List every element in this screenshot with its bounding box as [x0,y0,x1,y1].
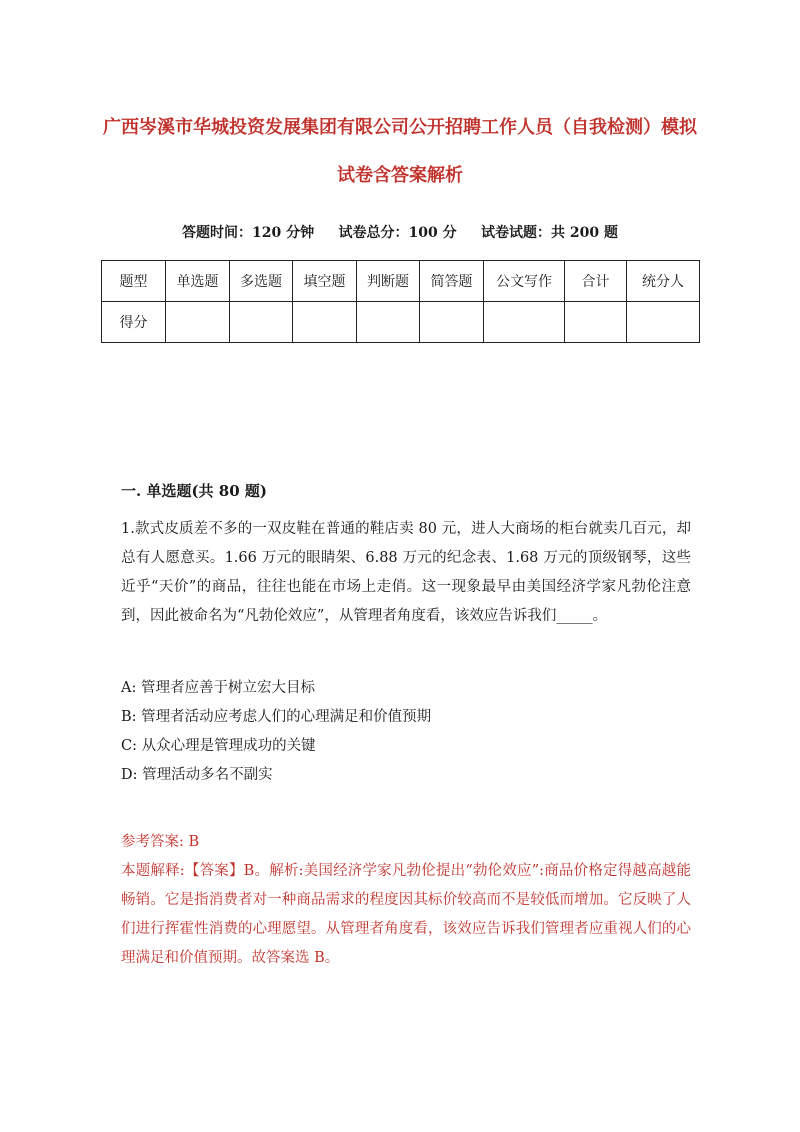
option-list [121,674,431,790]
option-c: C: 从众心理是管理成功的关键 [121,738,316,754]
score-table [101,260,700,343]
score-table-score-row [102,302,700,343]
document-title: 广西岑溪市华城投资发展集团有限公司公开招聘工作人员（自我检测）模拟试卷含答案解析 [103,117,697,186]
header-cell: 题型 [102,261,166,302]
score-table-header-row [102,261,700,302]
option-b: B: 管理者活动应考虑人们的心理满足和价值预期 [121,709,432,725]
score-cell [293,302,357,343]
answer-block [121,828,691,973]
header-cell: 判断题 [357,261,420,302]
section-title: 一. 单选题(共 80 题) [121,482,267,500]
option-d: D: 管理活动多名不副实 [121,767,273,783]
header-cell: 合计 [565,261,627,302]
header-cell: 简答题 [420,261,484,302]
header-cell: 填空题 [293,261,357,302]
question-text: 1.款式皮质差不多的一双皮鞋在普通的鞋店卖 80 元，进人大商场的柜台就卖几百元，却总有人愿意买。1.66 万元的眼睛架、6.88 万元的纪念表、1.68 万元的顶级钢琴，这些近乎“天价”的商品，往往也能在市场上走俏。这一现象最早由美国经济学家凡勃伦注意到，因此被命名为“凡勃伦效应”，从管理者角度看，该效应告诉我们_____。 [121,521,691,624]
header-cell: 单选题 [166,261,230,302]
option-a: A: 管理者应善于树立宏大目标 [121,680,315,696]
reference-answer: 参考答案: B [121,834,200,850]
score-cell [230,302,293,343]
score-cell [627,302,700,343]
score-cell [484,302,565,343]
score-cell [166,302,230,343]
header-cell: 公文写作 [484,261,565,302]
answer-explanation: 本题解释:【答案】B。解析:美国经济学家凡勃伦提出“勃伦效应”:商品价格定得越高越能畅销。它是指消费者对一种商品需求的程度因其标价较高而不是较低而增加。它反映了人们进行挥霍性消费的心理愿望。从管理者角度看，该效应告诉我们管理者应重视人们的心理满足和价值预期。故答案选 B。 [121,863,691,966]
header-cell: 多选题 [230,261,293,302]
exam-meta: 答题时间：120 分钟 试卷总分：100 分 试卷试题：共 200 题 [182,225,618,241]
score-cell [565,302,627,343]
score-cell [357,302,420,343]
header-cell: 统分人 [627,261,700,302]
row-label-cell: 得分 [102,302,166,343]
score-cell [420,302,484,343]
